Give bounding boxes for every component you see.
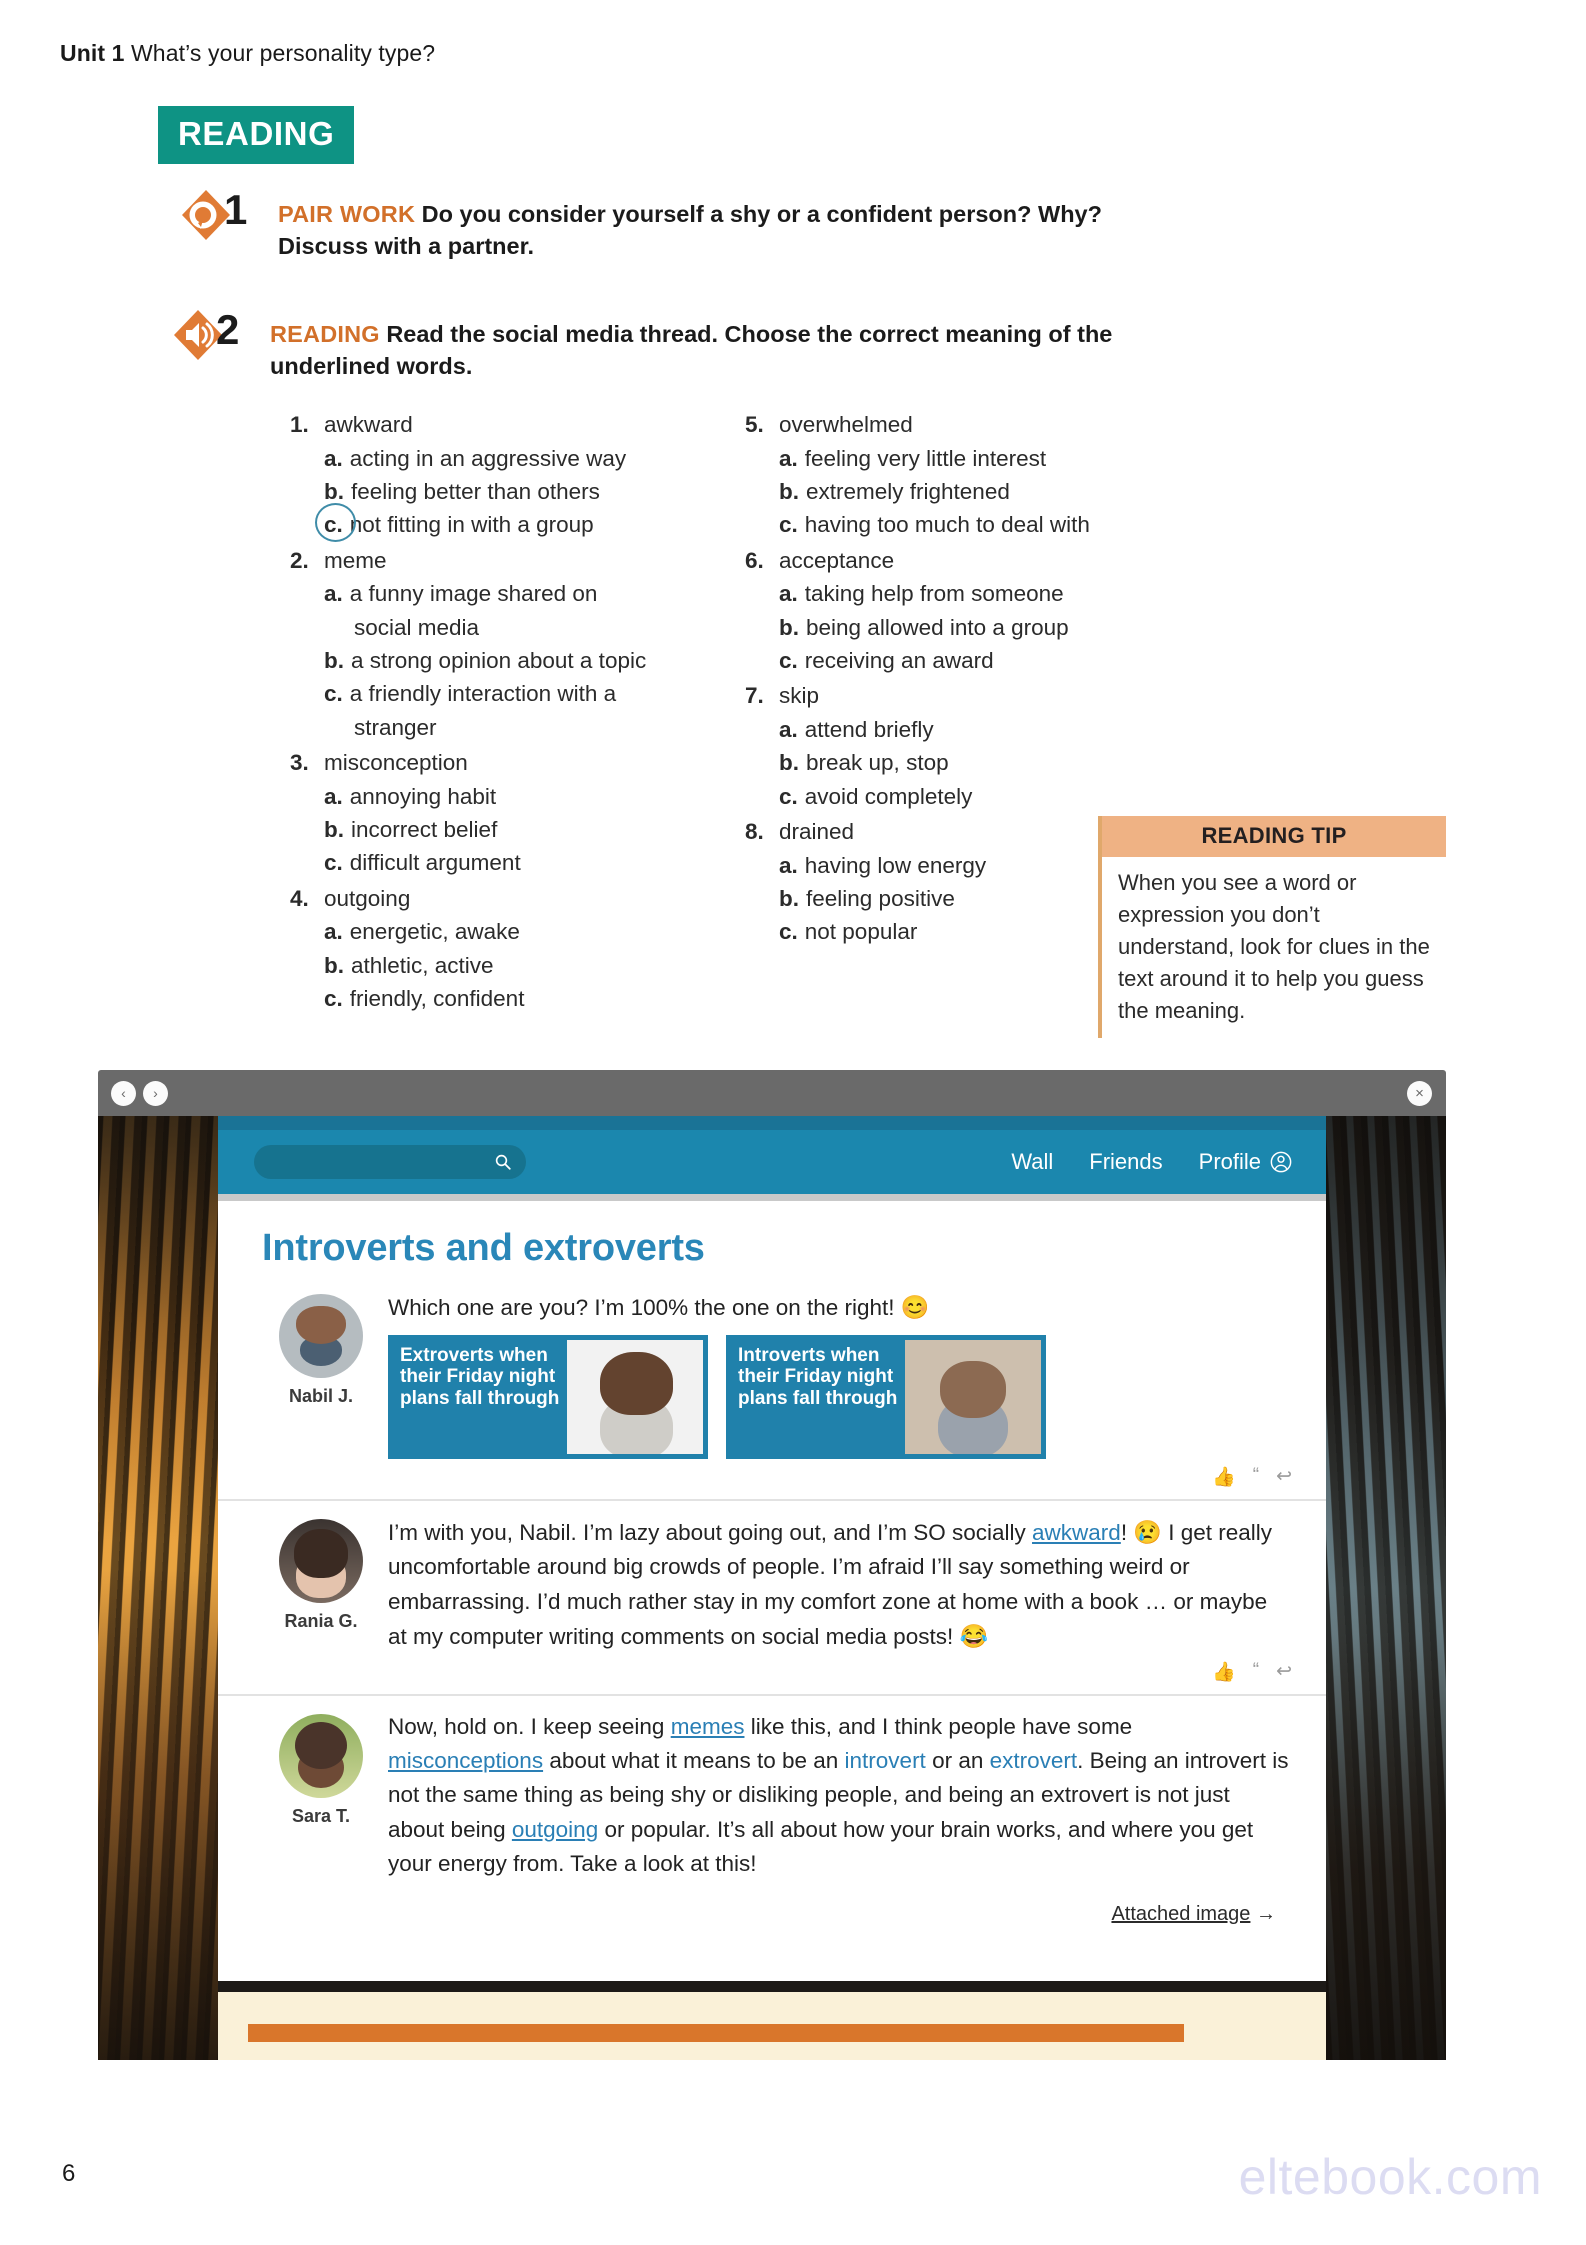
vocab-number: 8. [745,818,764,844]
vocab-option-letter: a. [779,852,798,878]
vocab-option-text: friendly, confident [349,985,525,1011]
vocab-option-text: taking help from someone [804,581,1064,607]
vocab-option-letter: a. [324,919,343,945]
vocab-item [290,408,770,542]
vocab-option[interactable] [290,846,770,879]
search-input[interactable] [254,1145,526,1179]
vocab-number: 7. [745,683,764,709]
vocab-word: acceptance [779,547,895,573]
thread-content [218,1201,1326,1981]
avatar [279,1294,363,1378]
close-icon[interactable]: × [1407,1081,1432,1106]
vocab-option[interactable] [745,611,1175,644]
exercise-1-label: PAIR WORK [278,201,416,227]
bottom-cream-band [218,1992,1326,2060]
post-body-rania [380,1515,1292,1684]
vocab-option-text: annoying habit [349,783,497,809]
vocab-number: 6. [745,547,764,573]
underlined-vocab-word[interactable]: misconceptions [388,1748,544,1774]
meme-card-extroverts[interactable] [388,1335,708,1459]
vocab-option-text: athletic, active [351,952,494,978]
vocab-option[interactable] [290,677,770,710]
vocab-item [745,679,1175,813]
vocab-option-text: attend briefly [804,717,934,743]
unit-title: What’s your personality type? [131,40,436,66]
browser-viewport [98,1116,1446,2060]
meme-caption: Extroverts when their Friday night plans fall through [400,1345,560,1409]
vocab-option-text: a friendly interaction with a [349,681,617,707]
vocab-column-left [290,408,770,1017]
post-text [388,1710,1292,1881]
quote-icon[interactable]: “ [1252,1465,1260,1487]
thread-title: Introverts and extroverts [262,1227,705,1269]
forest-photo-left [98,1116,218,2060]
post-text-fragment: ! [1120,1520,1134,1546]
vocab-option-letter: b. [779,885,799,911]
vocab-option-selected[interactable] [290,508,770,541]
post-reactions [388,1654,1292,1684]
post-text-fragment: I get really uncomfortable around big crowds of people. I’m afraid I’ll say something weird or embarrassing. I’d much rather stay in my comfort zone at home with a book … or maybe at my computer writing comments on social media posts! [388,1520,1273,1649]
like-icon[interactable]: 👍 [1212,1661,1236,1683]
vocab-option[interactable] [745,508,1175,541]
site-divider [218,1194,1326,1201]
unit-label: Unit 1 [60,40,125,66]
exercise-1-icon-wrap [178,188,278,244]
vocab-word: misconception [324,749,468,775]
exercise-2-instruction: Read the social media thread. Choose the correct meaning of the underlined words. [270,321,1113,380]
vocab-word: drained [779,818,855,844]
exercise-2-text [270,318,1190,383]
vocab-option-letter: a. [779,717,798,743]
vocab-option-letter: c. [324,508,343,541]
watermark: eltebook.com [1238,2149,1542,2205]
underlined-vocab-word[interactable]: memes [670,1713,745,1739]
vocab-option-letter: b. [779,614,799,640]
vocab-option[interactable] [290,475,770,508]
vocab-option-text: feeling better than others [351,479,600,505]
vocab-word: meme [324,547,387,573]
vocab-option-letter: b. [324,952,344,978]
search-icon [494,1153,512,1171]
post-text-fragment: about what it means to be an [543,1748,845,1774]
user-circle-icon [1270,1151,1292,1173]
reading-tip-body: When you see a word or expression you don’t understand, look for clues in the text around it to help you guess the meaning. [1118,870,1430,1023]
exercise-2-icon-wrap [170,308,270,364]
author-name: Rania G. [284,1611,358,1632]
like-icon[interactable]: 👍 [1212,1467,1236,1489]
man-facepalm-photo [567,1340,703,1454]
vocab-word-row [290,544,770,578]
vocab-option-text: acting in an aggressive way [349,445,627,471]
vocab-word-row [290,746,770,780]
attached-image-label: Attached image [1111,1902,1251,1925]
post-text-fragment: or an [925,1748,990,1774]
vocab-word: awkward [324,412,413,437]
vocab-option[interactable] [745,577,1175,610]
avatar [279,1519,363,1603]
running-head [60,40,435,67]
vocab-option[interactable] [290,982,770,1015]
vocab-option-text: having too much to deal with [804,512,1090,538]
vocab-item [745,544,1175,678]
meme-caption: Introverts when their Friday night plans fall through [738,1345,898,1409]
vocab-option-text: a funny image shared on [349,581,598,607]
post-body-sara [380,1710,1292,1926]
post-text-content: Which one are you? I’m 100% the one on the right! [388,1295,901,1320]
vocab-option[interactable] [745,442,1175,475]
vocab-option[interactable] [290,949,770,982]
vocab-word: outgoing [324,885,411,911]
browser-chrome [98,1070,1446,1116]
vocab-option[interactable] [290,813,770,846]
vocab-number: 5. [745,412,764,437]
emoji: 😢 [1133,1519,1162,1546]
vocab-number: 3. [290,749,309,775]
vocab-option[interactable] [745,713,1175,746]
nav-item-profile-label: Profile [1198,1149,1261,1174]
nav-item-friends[interactable]: Friends [1089,1149,1163,1174]
underlined-vocab-word[interactable]: outgoing [511,1816,599,1842]
post-reactions [388,1459,1292,1489]
vocab-option-letter: b. [324,479,344,505]
meme-gallery [388,1335,1292,1459]
vocab-number: 2. [290,547,309,573]
vocab-option-letter: c. [324,985,343,1011]
vocab-word: skip [779,683,820,709]
vocab-word-row [745,408,1175,442]
vocab-number: 1. [290,412,309,437]
vocab-option-text: receiving an award [804,647,994,673]
vocab-option-letter: a. [324,783,343,809]
vocab-option-text: having low energy [804,852,987,878]
arrow-right-icon: → [1256,1902,1276,1925]
vocab-option-text: difficult argument [349,850,521,876]
avatar [279,1714,363,1798]
vocab-option-letter: c. [779,512,798,538]
vocab-option[interactable] [290,577,770,610]
social-site [218,1116,1326,2060]
highlighted-word: extrovert [989,1748,1078,1774]
site-nav-links [1011,1149,1326,1175]
post-author-rania [262,1515,380,1684]
chevron-right-icon[interactable]: › [143,1081,168,1106]
vocab-option-letter: c. [779,783,798,809]
vocab-option-text: not fitting in with a group [349,512,594,538]
site-navbar [218,1130,1326,1194]
reading-tip-title: READING TIP [1102,816,1446,857]
post-text-fragment: Now, hold on. I keep seeing [388,1713,671,1739]
post-text-fragment: or popular. It’s all about how your brain works, and where you get your energy from. Take a look at this! [388,1816,1254,1876]
author-name: Sara T. [291,1805,351,1826]
author-name: Nabil J. [288,1386,354,1406]
section-banner: READING [158,106,354,164]
vocab-option-text: avoid completely [804,783,973,809]
exercise-1-instruction: Do you consider yourself a shy or a confident person? Why? Discuss with a partner. [278,201,1102,260]
meme-card-introverts[interactable] [726,1335,1046,1459]
vocab-option-letter: b. [779,750,799,776]
vocab-option-text: incorrect belief [351,816,498,842]
vocab-option[interactable] [290,915,770,948]
vocab-option-text: break up, stop [806,750,949,776]
vocab-word-row [745,679,1175,713]
site-topbar [218,1116,1326,1130]
exercise-2-number: 2 [216,306,240,353]
post-author-sara [262,1710,380,1926]
post-author-nabil [262,1290,380,1489]
vocab-word: overwhelmed [779,412,913,437]
vocab-option-letter: b. [324,647,344,673]
post-rania [218,1499,1326,1694]
attached-image-link[interactable] [388,1881,1292,1926]
post-body-nabil [380,1290,1292,1489]
vocab-option-text-cont: stranger [354,714,437,740]
vocab-option-letter: c. [324,850,343,876]
emoji: 😂 [959,1622,989,1649]
exercise-1-number: 1 [224,186,248,233]
reply-icon[interactable]: ↩ [1276,1660,1292,1682]
post-text-fragment: . Being an introvert is not the same thing as being shy or disliking people, and being an extrovert is not just about being [388,1748,1289,1842]
post-text [388,1290,1292,1325]
vocab-option-letter: c. [779,919,798,945]
vocab-option-text: not popular [804,919,918,945]
vocab-option[interactable] [745,644,1175,677]
post-text [388,1515,1292,1654]
post-nabil [218,1276,1326,1499]
vocab-option[interactable] [290,442,770,475]
vocab-word-row [290,408,770,442]
vocab-option-text: extremely frightened [806,479,1010,505]
vocab-word-row [745,544,1175,578]
vocab-item [290,882,770,1016]
vocab-item [290,746,770,880]
vocab-option[interactable] [290,644,770,677]
vocab-item [745,408,1175,542]
exercise-2-label: READING [270,321,380,347]
vocab-option[interactable] [745,746,1175,779]
vocab-option-letter: c. [324,681,343,707]
vocab-option[interactable] [745,475,1175,508]
post-sara [218,1694,1326,1936]
post-text-fragment: I’m with you, Nabil. I’m lazy about going out, and I’m SO socially [388,1520,1033,1546]
nav-item-profile[interactable] [1199,1149,1292,1175]
vocab-option[interactable] [290,780,770,813]
vocab-option-text: energetic, awake [349,919,520,945]
post-text-fragment: like this, and I think people have some [744,1713,1133,1739]
reading-tip-box [1098,816,1446,1038]
vocab-option-letter: c. [779,647,798,673]
vocab-option-letter: a. [779,581,798,607]
vocab-option-text: feeling very little interest [804,445,1047,471]
vocab-option-letter: a. [779,445,798,471]
vocab-item [290,544,770,744]
vocab-option-text-cont: social media [354,614,480,640]
vocab-option-letter: a. [324,445,343,471]
smile-emoji: 😊 [900,1294,930,1320]
vocab-option-letter: a. [324,581,343,607]
vocab-option-text: being allowed into a group [806,614,1069,640]
vocab-option[interactable] [745,780,1175,813]
vocab-option-letter: b. [779,479,799,505]
vocab-option-text: feeling positive [806,885,955,911]
woman-reading-photo [905,1340,1041,1454]
vocab-word-row [290,882,770,916]
exercise-1-text [278,198,1198,263]
chevron-left-icon[interactable]: ‹ [111,1081,136,1106]
page-number: 6 [62,2160,76,2187]
forest-photo-right [1326,1116,1446,2060]
quote-icon[interactable]: “ [1252,1659,1260,1681]
vocab-option-letter: b. [324,816,344,842]
reply-icon[interactable]: ↩ [1276,1466,1292,1488]
underlined-vocab-word[interactable]: awkward [1032,1520,1121,1546]
social-media-browser-window [98,1070,1446,2060]
vocab-number: 4. [290,885,309,911]
nav-item-wall[interactable]: Wall [1011,1149,1054,1174]
vocab-option-text: a strong opinion about a topic [351,647,647,673]
highlighted-word: introvert [844,1748,926,1774]
